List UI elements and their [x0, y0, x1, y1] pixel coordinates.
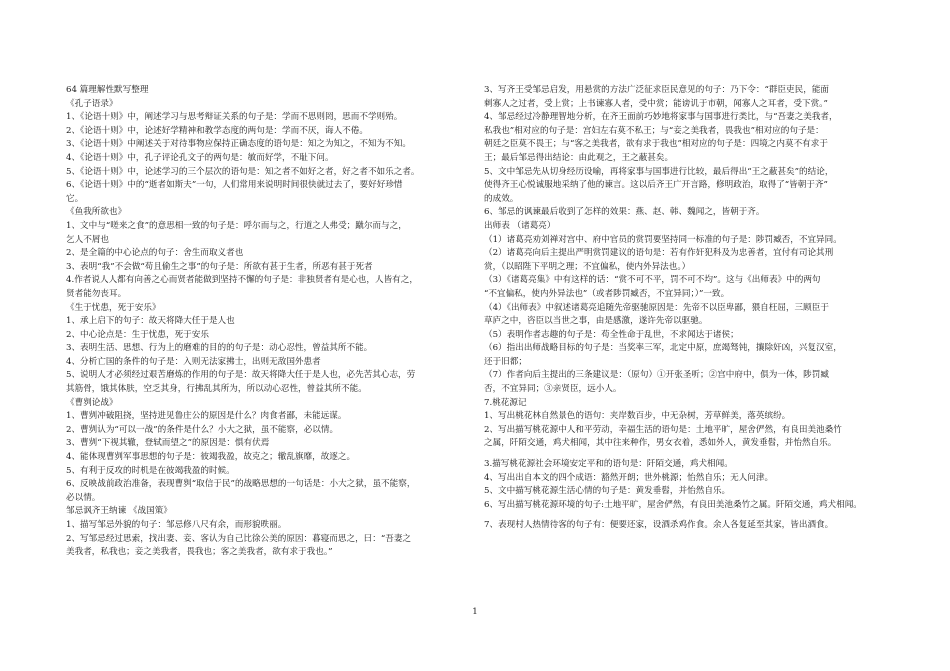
text-line: （4）《出师表》中叙述诸葛亮追随先帝驱驰原因是：先帝不以臣卑鄙，猥自枉屈，三顾臣于	[484, 302, 829, 313]
text-line: 私我也”相对应的句子是：宫妇左右莫不私王；与“妾之美我者，畏我也”相对应的句子是：	[484, 125, 824, 136]
text-line: 5、文中邹忌先从切身经历设喻，再将家事与国事进行比较，最后得出“王之蔽甚矣”的结论，	[484, 166, 834, 177]
text-line: 刺寡人之过者，受上赏；上书谏寡人者，受中赏；能谤讥于市朝，闻寡人之耳者，受下赏。”	[484, 98, 828, 109]
left-text-column	[66, 84, 471, 560]
text-line: 1、承上启下的句子：故天将降大任于是人也	[66, 316, 235, 327]
text-line: 1、文中与“嗟来之食”的意思相一致的句子是：呼尔而与之，行道之人弗受；蹴尔而与之，	[66, 220, 407, 231]
text-line: 7.桃花源记	[484, 397, 527, 408]
text-line: 64 篇理解性默写整理	[66, 85, 149, 95]
text-line: 之属，阡陌交通，鸡犬相闻，其中往来种作，男女衣着，悉如外人，黄发垂髫，并怡然自乐。	[484, 438, 837, 449]
text-line: 还于旧都；	[484, 356, 527, 367]
text-line: 1、曹刿冲破阻挠，坚持进见鲁庄公的原因是什么？肉食者鄙，未能远谋。	[66, 411, 347, 422]
text-line: 6、《论语十则》中的“逝者如斯夫”一句，人们常用来说明时间很快就过去了，要好好珍惜	[66, 180, 403, 191]
text-line: “不宜偏私，使内外异法也”（或者陟罚臧否，不宜异同；）”一致。	[484, 288, 730, 299]
text-line: （6）指出出师战略目标的句子是：当奖率三军，北定中原，庶竭驽钝，攘除奸凶，兴复汉室，	[484, 343, 842, 354]
text-line: 《鱼我所欲也》	[66, 207, 127, 218]
text-line: 4、《论语十则》中，孔子评论孔文子的两句是：敏而好学，不耻下问。	[66, 152, 334, 163]
text-line: 美我者，私我也；妾之美我者，畏我也；客之美我者，欲有求于我也。”	[66, 547, 333, 558]
text-line: 5、有利于反攻的时机是在彼竭我盈的时候。	[66, 465, 235, 476]
text-line: 4.作者说人人都有向善之心而贤者能做到坚持不懈的句子是：非独贤者有是心也，人皆有之，	[66, 275, 418, 286]
text-line: 赏，（以昭陛下平明之理；不宜偏私，使内外异法也。）	[484, 261, 691, 272]
text-line: 4、写出出自本文的四个成语：豁然开朗；世外桃源；怡然自乐；无人问津。	[484, 472, 774, 483]
text-line: 2、中心论点是：生于忧患，死于安乐	[66, 329, 209, 340]
text-line: 6、写出描写桃花源环境的句子:土地平旷，屋舍俨然，有良田美池桑竹之属。阡陌交通，鸡犬相闻。	[484, 499, 862, 510]
text-line: 2、《论语十则》中，论述好学精神和教学态度的两句是：学而不厌，诲人不倦。	[66, 125, 368, 136]
text-line: 使得齐王心悦诚服地采纳了他的谏言。这以后齐王广开言路，修明政治，取得了“皆朝于齐”	[484, 180, 828, 191]
text-line: 1、《论语十则》中，阐述学习与思考辩证关系的句子是：学而不思则罔，思而不学则殆。	[66, 112, 403, 123]
text-line: 乞人不屑也	[66, 234, 109, 245]
text-line: （7）作者向后主提出的三条建议是：（原句）①开张圣听；②宫中府中，俱为一体，陟罚臧	[484, 370, 829, 381]
text-line: 贤者能勿丧耳。	[66, 288, 127, 299]
text-line: 2、写出描写桃花源中人和平劳动，幸福生活的语句是：土地平旷，屋舍俨然，有良田美池桑竹	[484, 424, 842, 435]
text-line: 2、是全篇的中心论点的句子：舍生而取义者也	[66, 248, 244, 259]
text-line: （1）诸葛亮劝刘禅对宫中、府中官员的赏罚要坚持同一标准的句子是：陟罚臧否，不宜异同。	[484, 234, 842, 245]
page-number: 1	[472, 607, 478, 617]
text-line: 朝廷之臣莫不畏王；与“客之美我者，欲有求于我也”相对应的句子是：四境之内莫不有求于	[484, 139, 828, 150]
text-line: 2、曹刿认为“可以一战”的条件是什么？小大之狱，虽不能察，必以情。	[66, 424, 339, 435]
text-line: 4、分析亡国的条件的句子是：入则无法家拂士，出则无敌国外患者	[66, 356, 321, 367]
right-text-column	[484, 84, 889, 533]
text-line: 3、曹刿“下视其辙，登轼而望之”的原因是：惧有伏焉	[66, 438, 270, 449]
text-line: 邹忌讽齐王纳谏 《战国策》	[66, 506, 172, 517]
text-line: 《曹刿论战》	[66, 397, 118, 408]
text-line: （2）诸葛亮向后主提出严明赏罚建议的语句是：若有作奸犯科及为忠善者，宜付有司论其刑	[484, 248, 834, 259]
text-line: 的成效。	[484, 193, 519, 204]
text-line: （3）《诸葛亮集》中有这样的话：“赏不可不平，罚不可不均”。这与《出师表》中的两句	[484, 275, 821, 286]
text-line: 它。	[66, 193, 84, 204]
text-line: 4、邹忌经过冷静理智地分析，在齐王面前巧妙地将家事与国事进行类比，与“吾妻之美我者，	[484, 112, 838, 123]
text-line: 3、表明生活、思想、行为上的磨难的目的的句子是：动心忍性，曾益其所不能。	[66, 343, 373, 354]
text-line: 5、《论语十则》中，论述学习的三个层次的语句是：知之者不如好之者，好之者不如乐之者。	[66, 166, 420, 177]
paragraph-gap	[484, 512, 889, 519]
text-line: 7、表现村人热情待客的句子有：便要还家，设酒杀鸡作食。余人各复延至其家，皆出酒食。	[484, 520, 834, 531]
text-line: 3、表明“我”不会做“苟且偷生之事”的句子是：所欲有甚于生者，所恶有甚于死者	[66, 261, 373, 272]
text-line: 必以情。	[66, 492, 101, 503]
text-line: 其筋骨，饿其体肤，空乏其身，行拂乱其所为，所以动心忍性，曾益其所不能。	[66, 384, 367, 395]
text-line: 《生于忧患，死于安乐》	[66, 302, 161, 313]
text-line: 否，不宜异同；③亲贤臣，远小人。	[484, 384, 622, 395]
text-line: 3.描写桃花源社会环境安定平和的语句是：阡陌交通，鸡犬相闻。	[484, 459, 733, 470]
text-line: 5、文中描写桃花源生活心情的句子是：黄发垂髫，并怡然自乐。	[484, 486, 731, 497]
text-line: 5、说明人才必须经过艰苦磨炼的作用的句子是：故天将降大任于是人也，必先苦其心志，劳	[66, 370, 416, 381]
text-line: 3、《论语十则》中阐述关于对待事物应保持正确态度的语句是：知之为知之，不知为不知。	[66, 139, 411, 150]
text-line: 1、写出桃花林自然景色的语句：夹岸数百步，中无杂树，芳草鲜美，落英缤纷。	[484, 411, 791, 422]
text-line: 6、反映战前政治准备，表现曹刿“取信于民”的战略思想的一句话是：小大之狱，虽不能察，	[66, 479, 416, 490]
text-line: 王；最后邹忌得出结论：由此观之，王之蔽甚矣。	[484, 152, 674, 163]
text-line: 3、写齐王受邹忌启发，用悬赏的方法广泛征求臣民意见的句子：乃下令：“群臣吏民，能面	[484, 85, 830, 95]
text-line: 《孔子语录》	[66, 98, 118, 109]
text-line: 草庐之中，咨臣以当世之事，由是感激，遂许先帝以驱驰。	[484, 316, 708, 327]
text-line: （5）表明作者志趣的句子是：苟全性命于乱世，不求闻达于诸侯；	[484, 329, 739, 340]
text-line: 4、能体现曹刿军事思想的句子是：彼竭我盈，故克之；辙乱旗靡，故逐之。	[66, 452, 356, 463]
paragraph-gap	[484, 451, 889, 458]
text-line: 1、描写邹忌外貌的句子：邹忌修八尺有余，而形貌昳丽。	[66, 520, 287, 530]
text-line: 出师表 （诸葛亮）	[484, 220, 556, 231]
text-line: 2、写邹忌经过思索，找出妻、妾、客认为自己比徐公美的原因：暮寝而思之，曰：“吾妻之	[66, 533, 412, 544]
text-line: 6、邹忌的讽谏最后收到了怎样的效果：燕、赵、韩、魏闻之，皆朝于齐。	[484, 207, 765, 218]
